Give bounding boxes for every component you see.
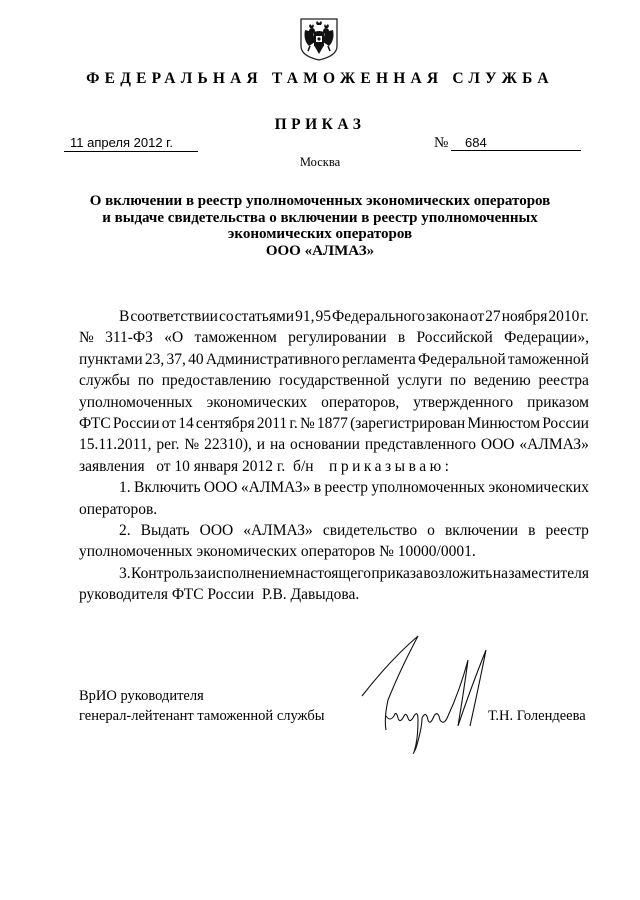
word: по bbox=[449, 372, 466, 390]
word: В bbox=[119, 308, 130, 325]
word: Федерации», bbox=[504, 329, 589, 347]
order-number-label: № bbox=[434, 135, 449, 151]
word: от bbox=[469, 308, 485, 325]
word: основании bbox=[290, 436, 360, 454]
document-type: ПРИКАЗ bbox=[274, 116, 366, 133]
word: по bbox=[137, 372, 154, 390]
word: ООО bbox=[480, 436, 515, 454]
word: на bbox=[269, 436, 286, 454]
word: регламента bbox=[342, 350, 416, 368]
word: Федеральной bbox=[418, 350, 506, 368]
word: услуги bbox=[397, 372, 443, 390]
word: пунктами bbox=[79, 350, 143, 368]
word: 14 bbox=[178, 414, 194, 432]
word: службы bbox=[79, 372, 130, 390]
word: Выдать bbox=[140, 521, 190, 539]
subject-line: и выдаче свидетельства о включении в реестр уполномоченных bbox=[102, 209, 538, 226]
word: сентября bbox=[195, 414, 255, 432]
word: приказа bbox=[371, 564, 423, 582]
word: ООО bbox=[199, 521, 234, 539]
preamble-line bbox=[79, 306, 589, 327]
order-number: 684 bbox=[451, 135, 581, 151]
word: Российской bbox=[416, 329, 493, 347]
word: России bbox=[112, 414, 160, 432]
word: 95 bbox=[315, 308, 332, 325]
word: Федерального bbox=[332, 308, 426, 325]
subject-company: ООО «АЛМАЗ» bbox=[265, 242, 375, 259]
word: таможенной bbox=[507, 350, 589, 368]
order-item-1-rest bbox=[79, 499, 589, 520]
preamble-line bbox=[79, 413, 589, 434]
word: № bbox=[184, 436, 200, 454]
rank-line: генерал-лейтенант таможенной службы bbox=[79, 708, 325, 724]
word: ООО bbox=[203, 479, 238, 497]
word: реестра bbox=[538, 372, 589, 390]
order-item-1-line bbox=[79, 477, 589, 498]
word: регулировании bbox=[288, 329, 387, 347]
russian-coat-of-arms-icon bbox=[297, 16, 341, 62]
word: 23, bbox=[144, 350, 165, 368]
signer-name: Т.Н. Голендеева bbox=[488, 708, 586, 724]
order-item-2-text: уполномоченных экономических операторов № 10000/0001. bbox=[79, 543, 476, 561]
word: закона bbox=[426, 308, 469, 325]
city: Москва bbox=[299, 155, 341, 169]
order-body bbox=[79, 306, 589, 605]
word: от bbox=[161, 414, 177, 432]
word: операторов, bbox=[321, 393, 400, 411]
word: со bbox=[219, 308, 234, 325]
word: государственной bbox=[278, 372, 390, 390]
preamble-last-text: заявления от 10 января 2012 г. б/н bbox=[79, 457, 330, 475]
word: соответствии bbox=[130, 308, 218, 325]
word: 15.11.2011, bbox=[79, 436, 152, 454]
word: 27 bbox=[485, 308, 501, 325]
word: 91, bbox=[295, 308, 315, 325]
word: статьями bbox=[234, 308, 295, 325]
order-subject bbox=[0, 193, 640, 259]
word: о bbox=[427, 521, 435, 539]
word: «АЛМАЗ» bbox=[243, 521, 313, 539]
word: экономических bbox=[206, 393, 308, 411]
word: 2011 bbox=[256, 414, 288, 432]
word: 40 bbox=[188, 350, 204, 368]
word: заместителя bbox=[508, 564, 589, 582]
word: представленного bbox=[364, 436, 476, 454]
subject-line: экономических операторов bbox=[227, 226, 413, 242]
word: рег. bbox=[156, 436, 180, 454]
preamble-line bbox=[79, 370, 589, 391]
word: 2. bbox=[119, 521, 131, 539]
preamble-line bbox=[79, 349, 589, 370]
word: Контроль bbox=[131, 564, 194, 582]
word: г. bbox=[580, 308, 589, 325]
position-line: ВрИО руководителя bbox=[79, 688, 204, 704]
word: Включить bbox=[134, 479, 201, 497]
word: реестр bbox=[545, 521, 589, 539]
word: «О bbox=[164, 329, 184, 347]
word: и bbox=[256, 436, 266, 454]
word: за bbox=[194, 564, 208, 582]
signatory-position bbox=[79, 686, 325, 726]
preamble-line bbox=[79, 327, 589, 348]
order-item-2-line bbox=[79, 520, 589, 541]
order-item-3-line bbox=[79, 563, 589, 584]
handwritten-signature-icon bbox=[360, 630, 490, 760]
word: ведению bbox=[473, 372, 531, 390]
order-item-3-text: руководителя ФТС России Р.В. Давыдова. bbox=[79, 586, 360, 604]
word: экономических bbox=[488, 479, 589, 497]
word: на bbox=[492, 564, 508, 582]
word: «АЛМАЗ» bbox=[240, 479, 311, 497]
word: 37, bbox=[166, 350, 186, 368]
word: ФТС bbox=[79, 414, 111, 432]
word: № bbox=[79, 329, 94, 347]
word: в bbox=[528, 521, 536, 539]
word: реестр bbox=[324, 479, 369, 497]
preamble-last-line bbox=[79, 456, 589, 477]
word: уполномоченных bbox=[371, 479, 486, 497]
word: включении bbox=[444, 521, 519, 539]
word: г. bbox=[289, 414, 298, 432]
order-date: 11 апреля 2012 г. bbox=[64, 135, 198, 152]
word: 2010 bbox=[548, 308, 580, 325]
agency-name: ФЕДЕРАЛЬНАЯ ТАМОЖЕННАЯ СЛУЖБА bbox=[86, 70, 554, 87]
word: 22310), bbox=[204, 436, 252, 454]
word: ноября bbox=[501, 308, 548, 325]
word: 1877 bbox=[316, 414, 348, 432]
preamble-line bbox=[79, 392, 589, 413]
word: Административного bbox=[205, 350, 340, 368]
word: (зарегистрирован bbox=[350, 414, 466, 432]
word: 1. bbox=[119, 479, 131, 497]
subject-line: О включении в реестр уполномоченных экономических операторов bbox=[89, 193, 551, 209]
word: 3. bbox=[119, 564, 131, 582]
word: свидетельство bbox=[322, 521, 418, 539]
word: возложить bbox=[423, 564, 493, 582]
word: утвержденного bbox=[413, 393, 514, 411]
word: предоставлению bbox=[161, 372, 272, 390]
word: 311-ФЗ bbox=[105, 329, 153, 347]
order-item-3-rest bbox=[79, 584, 589, 605]
word: России bbox=[542, 414, 589, 432]
preamble-line bbox=[79, 434, 589, 455]
order-item-1-text: операторов. bbox=[79, 500, 158, 518]
word: настоящего bbox=[295, 564, 371, 582]
word: в bbox=[397, 329, 406, 347]
word: «АЛМАЗ» bbox=[519, 436, 589, 454]
word: Минюстом bbox=[467, 414, 541, 432]
word: уполномоченных bbox=[79, 393, 193, 411]
word: исполнением bbox=[207, 564, 295, 582]
word: таможенном bbox=[194, 329, 277, 347]
word: приказом bbox=[527, 393, 589, 411]
order-item-2-rest bbox=[79, 541, 589, 562]
word: в bbox=[313, 479, 322, 497]
word: № bbox=[299, 414, 315, 432]
order-word: приказываю: bbox=[329, 457, 453, 475]
